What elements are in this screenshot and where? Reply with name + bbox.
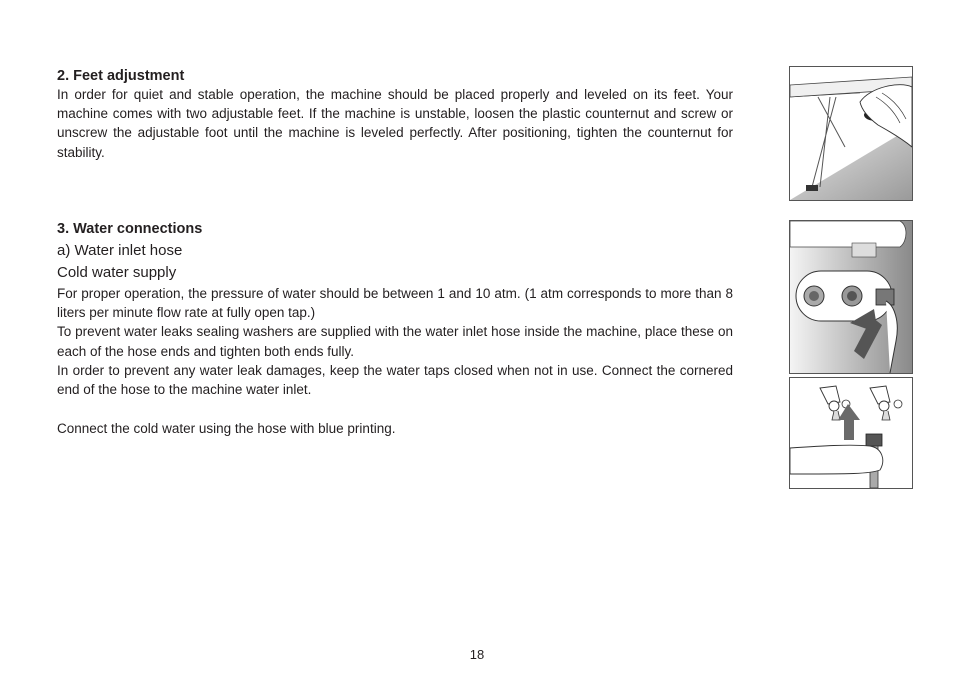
- water-inlet-illustration: [789, 220, 913, 374]
- page-number: 18: [469, 647, 485, 662]
- water-paragraph-3: In order to prevent any water leak damages, keep the water taps closed when not in use. Connect the cornered end of the hose to the machine water inlet.: [57, 362, 733, 398]
- water-section: [57, 220, 733, 438]
- feet-heading: 2. Feet adjustment: [57, 68, 185, 84]
- water-paragraph-4: Connect the cold water using the hose with blue printing.: [57, 421, 396, 437]
- cold-water-subheading: Cold water supply: [57, 264, 177, 281]
- water-paragraph-1: For proper operation, the pressure of water should be between 1 and 10 atm. (1 atm corresponds to more than 8 liters per minute flow rate at fully open tap.): [57, 286, 733, 321]
- water-heading: 3. Water connections: [57, 221, 203, 237]
- feet-paragraph: In order for quiet and stable operation, the machine should be placed properly and leveled on its feet. Your machine comes with two adjustable feet. If the machine is unstable, loosen the plastic counternut and screw or unscrew the adjustable foot until the machine is leveled perfectly. After positioning, tighten the counternut for stability.: [57, 87, 733, 160]
- feet-section: [57, 67, 733, 162]
- water-paragraph-2: To prevent water leaks sealing washers are supplied with the water inlet hose inside the machine, place these on each of the hose ends and tighten both ends fully.: [57, 324, 733, 359]
- cold-water-tap-illustration: [789, 377, 913, 489]
- feet-adjustment-illustration: [789, 66, 913, 201]
- water-inlet-subheading: a) Water inlet hose: [57, 242, 183, 259]
